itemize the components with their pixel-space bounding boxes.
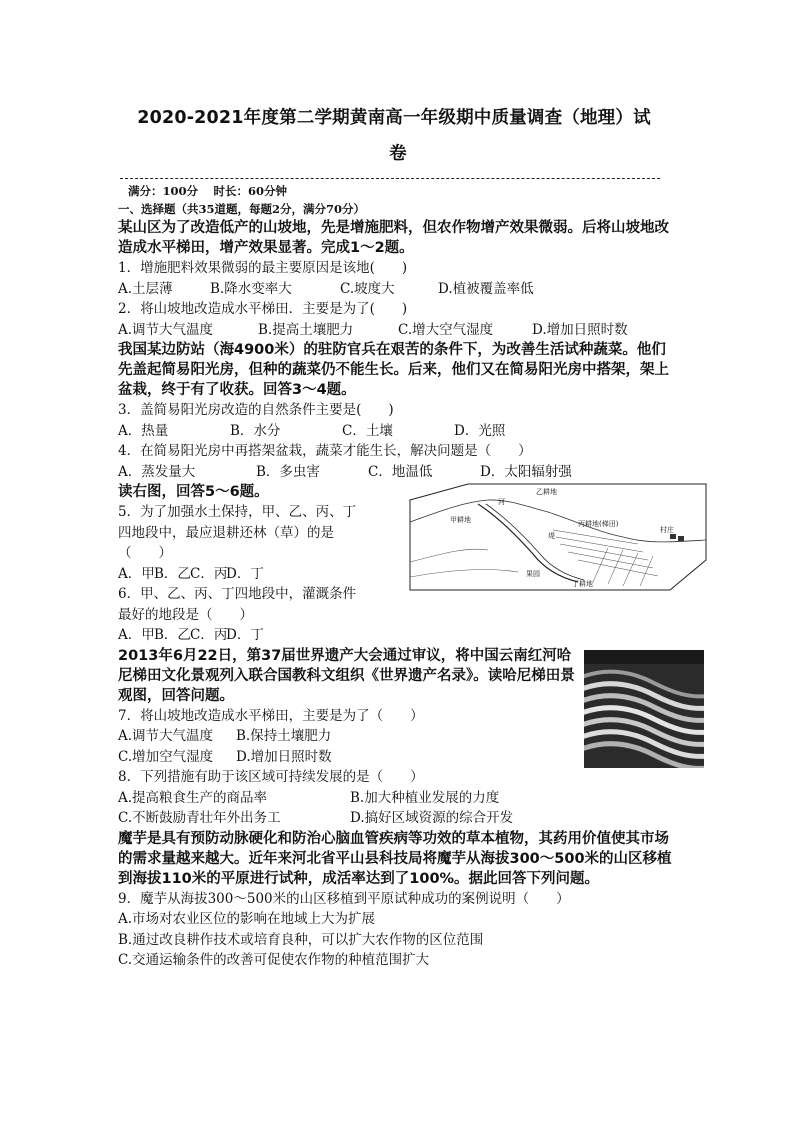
- question-5-line-2: 四地段中，最应退耕还林（草）的是: [118, 524, 334, 541]
- option-q7-c: C.增加空气湿度: [118, 748, 214, 765]
- option-q7-d: D.增加日照时数: [236, 748, 332, 765]
- option-q1-c: C.坡度大: [340, 280, 395, 297]
- option-q8-d: D.搞好区域资源的综合开发: [350, 810, 514, 826]
- options-q1: [118, 279, 678, 300]
- lead-q7-8: 2013年6月22日，第37届世界遗产大会通过审议，将中国云南红河哈尼梯田文化景观列入联合国教科文组织《世界遗产名录》。读哈尼梯田景观图，回答问题。: [118, 647, 575, 704]
- option-q1-b: B.降水变率大: [210, 280, 292, 297]
- option-q6-c: C．丙: [190, 627, 228, 643]
- options-q2: [118, 320, 678, 341]
- question-3: 3．盖简易阳光房改造的自然条件主要是( ): [118, 402, 394, 418]
- option-q2-b: B.提高土壤肥力: [258, 321, 354, 338]
- option-q9-b: B.通过改良耕作技术或培育良种，可以扩大农作物的区位范围: [118, 931, 484, 948]
- option-q6-a: A．甲: [118, 627, 155, 643]
- options-q3: [118, 421, 678, 442]
- block-q5-6: [118, 482, 678, 646]
- option-q3-a: A．热量: [118, 422, 169, 439]
- option-q7-b: B.保持土壤肥力: [236, 728, 332, 744]
- label-yi: 乙耕地: [536, 488, 557, 496]
- exam-meta: 满分：100分 时长：60分钟: [128, 184, 288, 198]
- label-orchard: 果园: [526, 570, 540, 578]
- question-4: 4．在简易阳光房中再搭架盆栽，蔬菜才能生长，解决问题是（ ）: [118, 443, 532, 459]
- question-6-line-1: 6．甲、乙、丙、丁四地段中，灌溉条件: [118, 586, 357, 602]
- block-q7-8: [118, 646, 678, 768]
- option-q8-b: B.加大种植业发展的力度: [350, 789, 500, 806]
- option-q5-a: A．甲: [118, 565, 155, 582]
- option-q5-b: B．乙: [154, 565, 191, 582]
- label-jia: 甲耕地: [450, 516, 471, 524]
- option-q4-a: A．蒸发量大: [118, 463, 196, 480]
- question-5-line-3: （ ）: [118, 545, 172, 561]
- options-q8-row-2: [118, 808, 678, 829]
- exam-title: [118, 100, 678, 172]
- question-1: 1．增施肥料效果微弱的最主要原因是该地( ): [118, 260, 408, 276]
- divider-rule: [120, 178, 660, 179]
- exam-page: [118, 100, 678, 971]
- question-7: 7．将山坡地改造成水平梯田，主要是为了（ ）: [118, 707, 424, 724]
- title-line-1: 2020-2021年度第二学期黄南高一年级期中质量调查（地理）试: [137, 108, 651, 128]
- option-q4-d: D．太阳辐射强: [480, 463, 572, 480]
- option-q5-d: D．丁: [226, 565, 264, 582]
- label-he: 河: [498, 498, 505, 506]
- title-line-2: 卷: [389, 144, 407, 164]
- question-8: 8．下列措施有助于该区域可持续发展的是（ ）: [118, 769, 424, 785]
- options-q7-row-2: [118, 747, 578, 768]
- hani-terrace-photo: [584, 650, 704, 768]
- option-q4-c: C．地温低: [368, 463, 433, 480]
- option-q5-c: C．丙: [190, 565, 228, 582]
- options-q6: [118, 625, 408, 646]
- question-9: 9．魔芋从海拔300～500米的山区移植到平原试种成功的案例说明（ ）: [118, 890, 570, 907]
- label-village: 村庄: [660, 526, 674, 534]
- option-q4-b: B．多虫害: [256, 463, 320, 480]
- option-q6-b: B．乙: [154, 627, 191, 643]
- options-q8-row-1: [118, 788, 678, 809]
- question-5-line-1: 5．为了加强水土保持，甲、乙、丙、丁: [118, 504, 357, 520]
- options-q4: [118, 462, 678, 483]
- option-q9-c: C.交通运输条件的改善可促使农作物的种植范围扩大: [118, 952, 430, 968]
- option-q2-d: D.增加日照时数: [532, 321, 628, 338]
- label-ding: 丁耕地: [572, 580, 593, 588]
- lead-q9: 魔芋是具有预防动脉硬化和防治心脑血管疾病等功效的草本植物，其药用价值使其市场的需求量越来越大。近年来河北省平山县科技局将魔芋从海拔300～500米的山区移植到海拔110米的平原进行试种，成活率达到了100%。据此回答下列问题。: [118, 830, 672, 887]
- option-q3-b: B．水分: [230, 422, 281, 439]
- section-heading: 一、选择题（共35道题，每题2分，满分70分）: [118, 202, 366, 216]
- options-q5: [118, 564, 408, 585]
- question-6-line-2: 最好的地段是（ ）: [118, 606, 253, 623]
- option-q8-c: C.不断鼓励青壮年外出务工: [118, 810, 281, 826]
- option-q6-d: D．丁: [226, 627, 264, 643]
- option-q1-a: A.土层薄: [118, 280, 173, 297]
- lead-q5-6: 读右图，回答5～6题。: [118, 484, 269, 500]
- option-q3-c: C．土壤: [342, 422, 393, 439]
- option-q2-c: C.增大空气湿度: [398, 321, 494, 338]
- lead-q3-4: 我国某边防站（海4900米）的驻防官兵在艰苦的条件下，为改善生活试种蔬菜。他们先盖起简易阳光房，但种的蔬菜仍不能生长。后来，他们又在简易阳光房中搭架，架上盆栽，终于有了收获。回答3～4题。: [118, 342, 669, 398]
- option-q1-d: D.植被覆盖率低: [438, 280, 534, 297]
- option-q9-a: A.市场对农业区位的影响在地域上大为扩展: [118, 911, 376, 927]
- label-bing: 丙耕地(梯田): [578, 520, 619, 528]
- option-q8-a: A.提高粮食生产的商品率: [118, 789, 268, 806]
- label-di: 堤: [548, 532, 555, 540]
- lead-q1-2: 某山区为了改造低产的山坡地，先是增施肥料，但农作物增产效果微弱。后将山坡地改造成水平梯田，增产效果显著。完成1～2题。: [118, 220, 669, 256]
- terrain-block-diagram: [408, 482, 708, 592]
- options-q7-row-1: [118, 726, 578, 747]
- question-2: 2．将山坡地改造成水平梯田．主要是为了( ): [118, 301, 408, 317]
- option-q3-d: D．光照: [454, 422, 506, 439]
- option-q2-a: A.调节大气温度: [118, 321, 214, 338]
- option-q7-a: A.调节大气温度: [118, 728, 214, 744]
